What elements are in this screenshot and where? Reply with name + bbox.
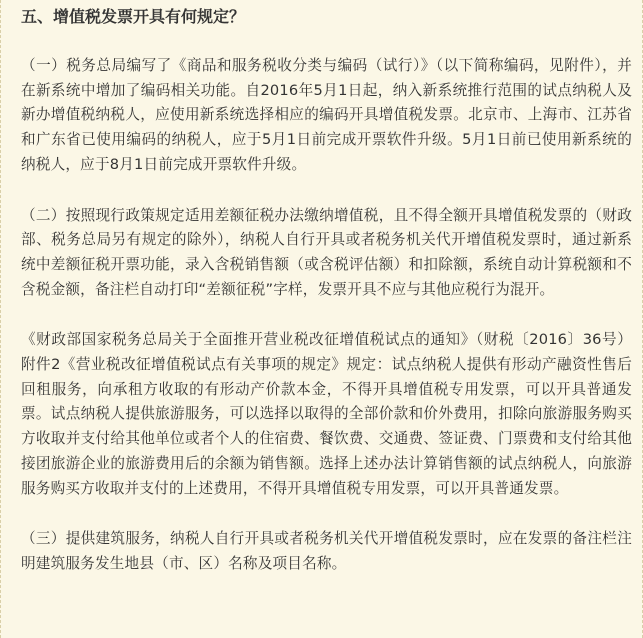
paragraph-4: （三）提供建筑服务，纳税人自行开具或者税务机关代开增值税发票时，应在发票的备注栏注明建筑服务发生地县（市、区）名称及项目名称。 bbox=[21, 530, 632, 572]
section-heading: 五、增值税发票开具有何规定？ bbox=[21, 7, 246, 26]
paragraph-2: （二）按照现行政策规定适用差额征税办法缴纳增值税，且不得全额开具增值税发票的（财政部、税务总局另有规定的除外），纳税人自行开具或者税务机关代开增值税发票时，通过新系统中差额征税开票功能，录入含税销售额（或含税评估额）和扣除额，系统自动计算税额和不含税金额，备注栏自动打印“差额征税”字样，发票开具不应与其他应税行为混开。 bbox=[21, 206, 632, 298]
paragraph-3: 《财政部国家税务总局关于全面推开营业税改征增值税试点的通知》（财税〔2016〕36号）附件2《营业税改征增值税试点有关事项的规定》规定：试点纳税人提供有形动产融资性售后回租服务，向承租方收取的有形动产价款本金，不得开具增值税专用发票，可以开具普通发票。试点纳税人提供旅游服务，可以选择以取得的全部价款和价外费用，扣除向旅游服务购买方收取并支付给其他单位或者个人的住宿费、餐饮费、交通费、签证费、门票费和支付给其他接团旅游企业的旅游费用后的余额为销售额。选择上述办法计算销售额的试点纳税人，向旅游服务购买方收取并支付的上述费用，不得开具增值税专用发票，可以开具普通发票。 bbox=[21, 331, 632, 497]
paragraph-1: （一）税务总局编写了《商品和服务税收分类与编码（试行）》（以下简称编码，见附件），并在新系统中增加了编码相关功能。自2016年5月1日起，纳入新系统推行范围的试点纳税人及新办增值税纳税人，应使用新系统选择相应的编码开具增值税发票。北京市、上海市、江苏省和广东省已使用编码的纳税人，应于5月1日前完成开票软件升级。5月1日前已使用新系统的纳税人，应于8月1日前完成开票软件升级。 bbox=[21, 57, 632, 173]
